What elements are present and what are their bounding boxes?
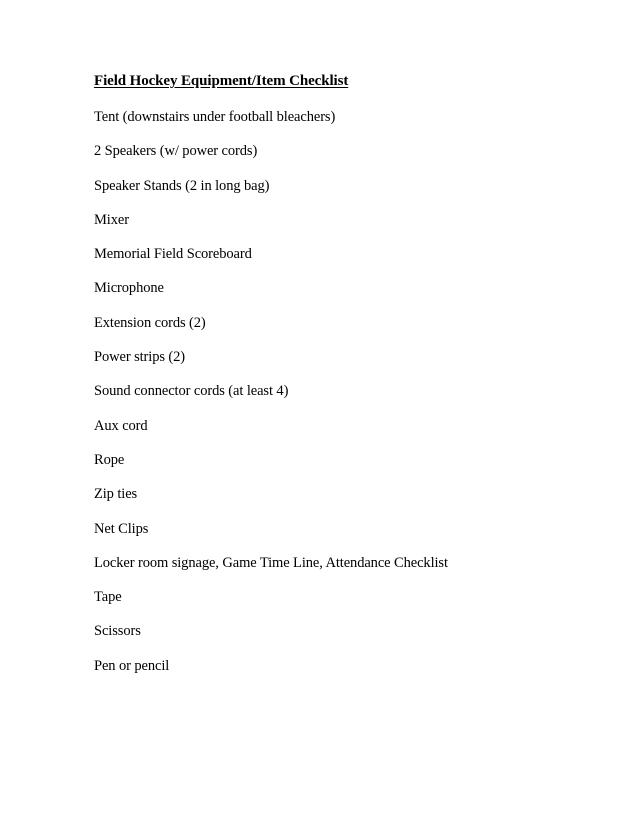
- checklist-item: Net Clips: [94, 520, 149, 537]
- checklist-item: Scissors: [94, 623, 141, 640]
- checklist: [94, 107, 448, 690]
- checklist-item: Microphone: [94, 280, 164, 297]
- checklist-item: Pen or pencil: [94, 657, 170, 674]
- document-title: Field Hockey Equipment/Item Checklist: [94, 73, 349, 89]
- checklist-item: Zip ties: [94, 486, 138, 503]
- checklist-item: Rope: [94, 451, 125, 468]
- checklist-item: Extension cords (2): [94, 314, 206, 331]
- checklist-item: Memorial Field Scoreboard: [94, 246, 252, 263]
- checklist-item: Tent (downstairs under football bleachers): [94, 109, 336, 125]
- checklist-item: Locker room signage, Game Time Line, Attendance Checklist: [94, 554, 448, 571]
- checklist-item: Power strips (2): [94, 349, 186, 366]
- checklist-item: Sound connector cords (at least 4): [94, 383, 289, 400]
- checklist-item: Mixer: [94, 211, 129, 228]
- checklist-item: Speaker Stands (2 in long bag): [94, 177, 270, 194]
- checklist-item: 2 Speakers (w/ power cords): [94, 143, 258, 160]
- checklist-item: Tape: [94, 589, 122, 606]
- checklist-item: Aux cord: [94, 417, 148, 434]
